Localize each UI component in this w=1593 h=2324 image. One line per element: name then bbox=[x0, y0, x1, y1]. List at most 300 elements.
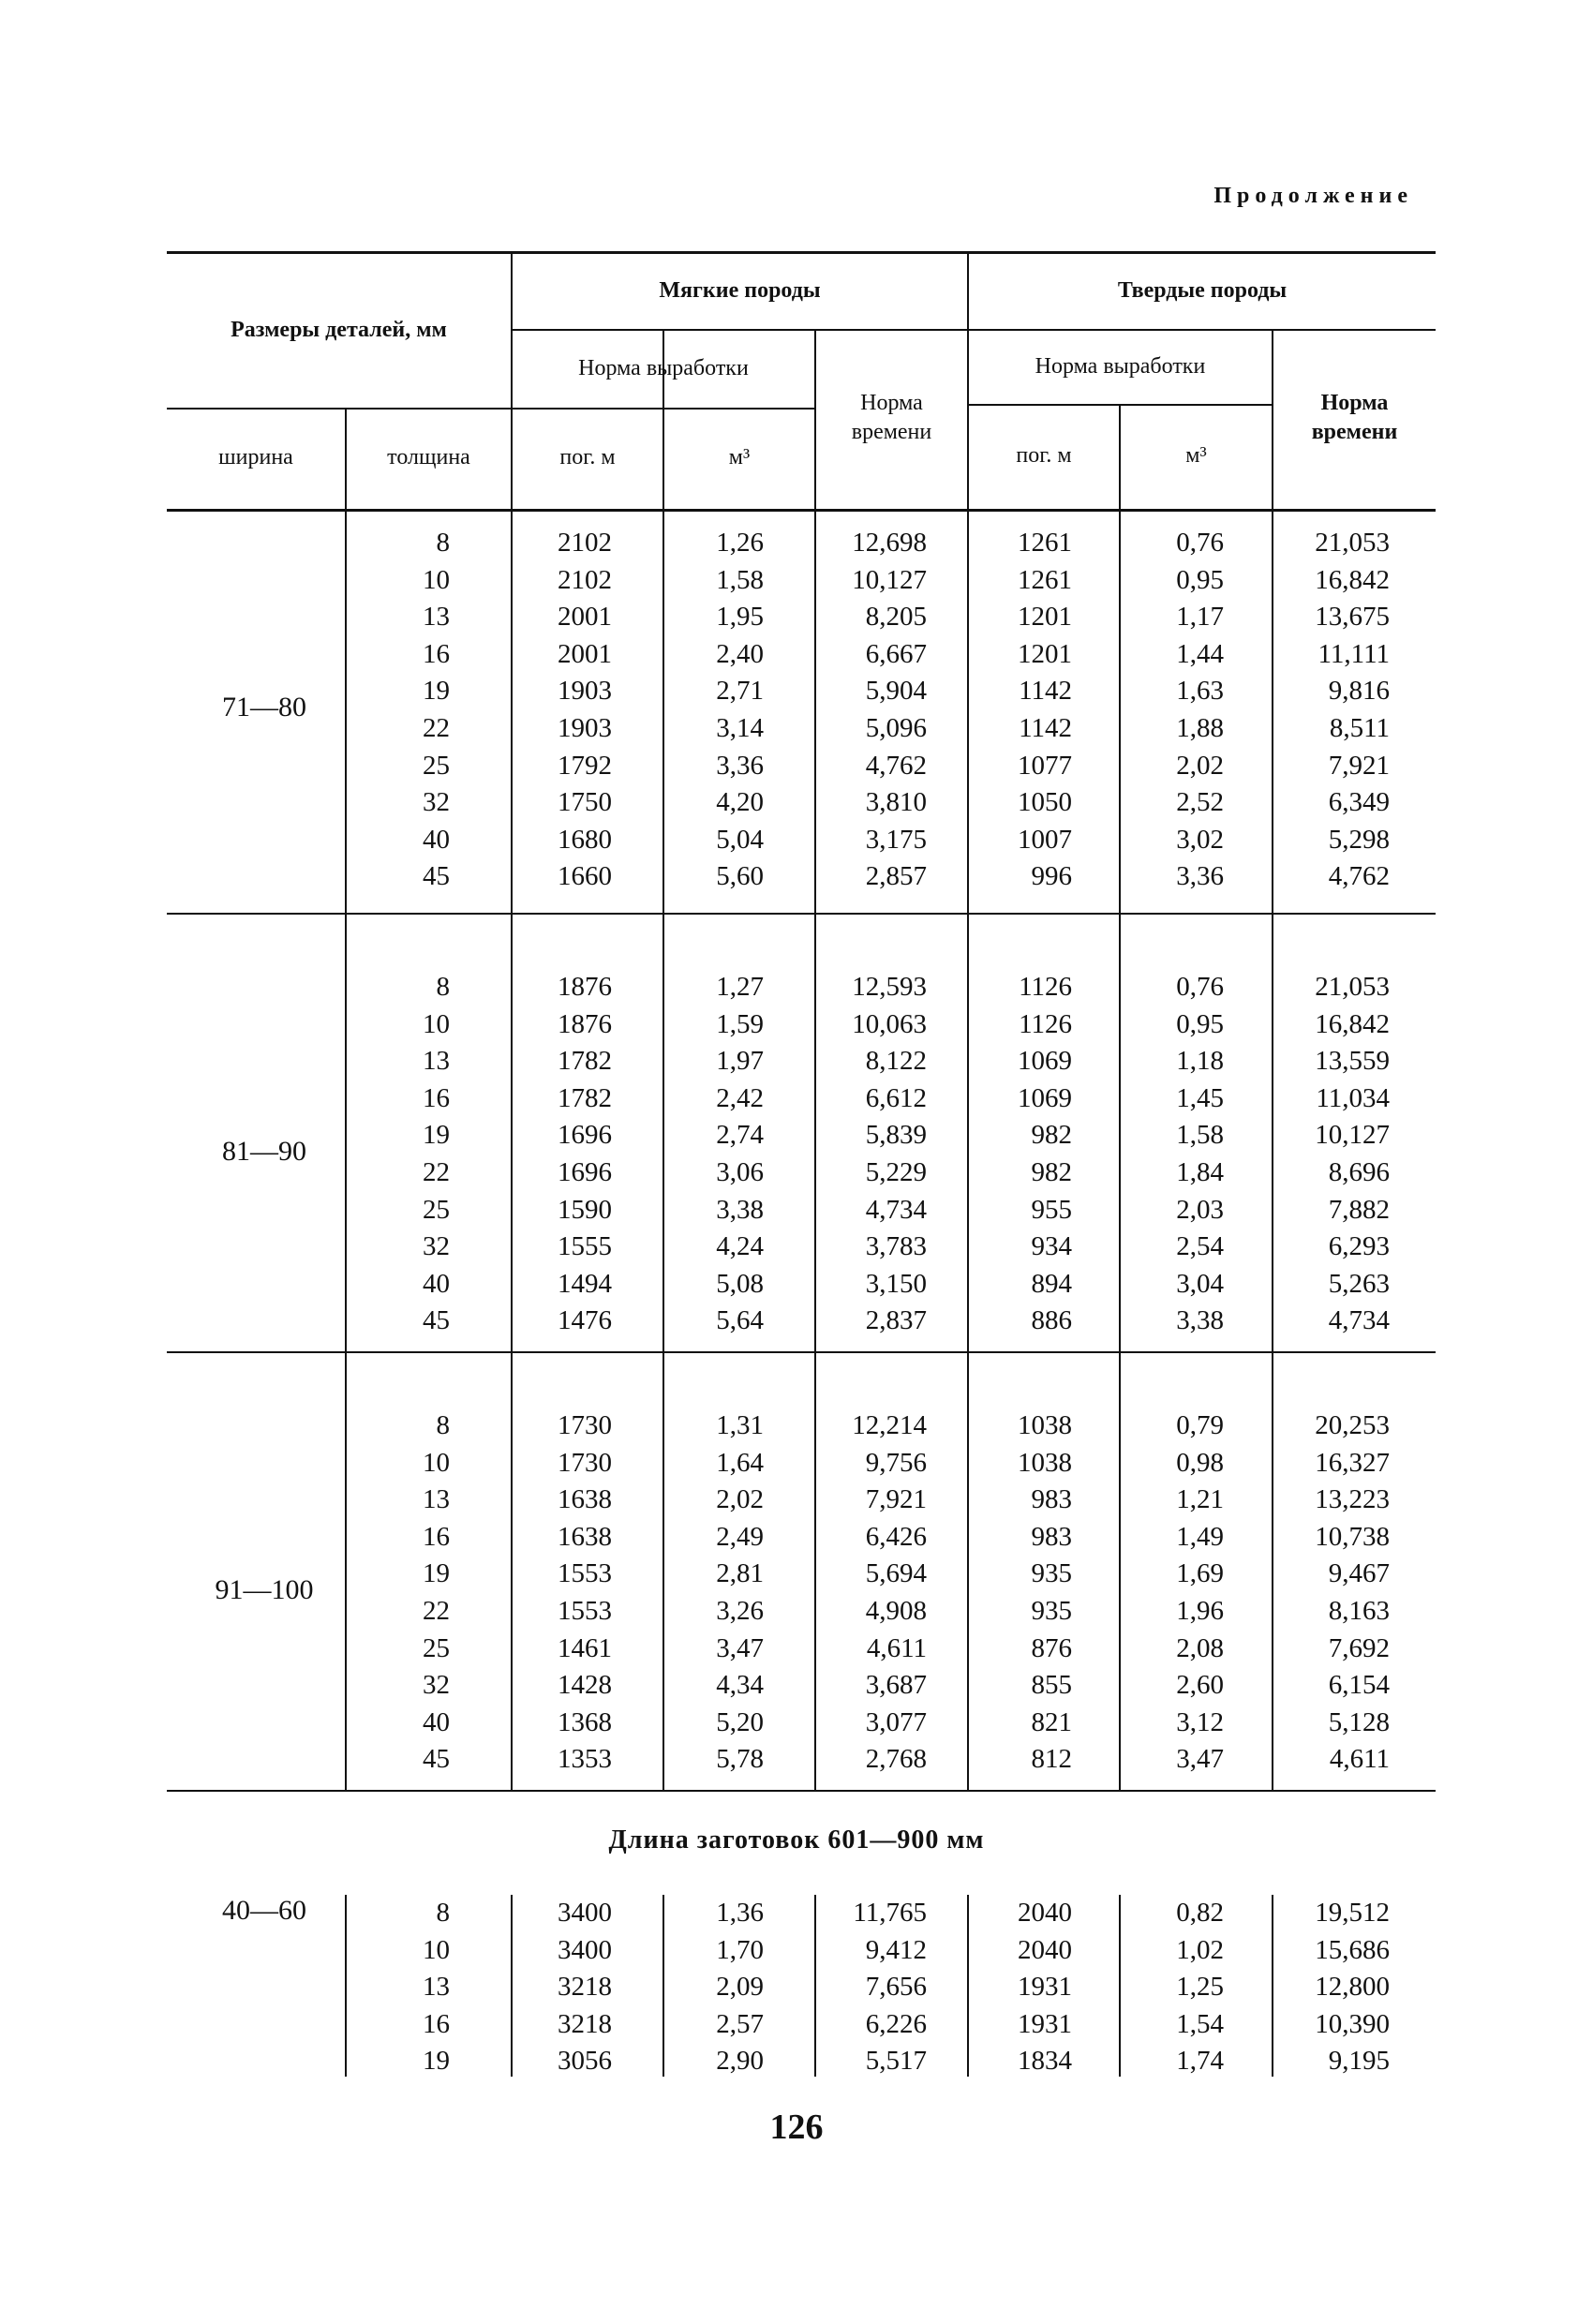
cell-soft-running-m: 1730 bbox=[558, 1410, 612, 1440]
cell-hard-running-m: 935 bbox=[1031, 1558, 1072, 1589]
width-range-label: 40—60 bbox=[222, 1895, 306, 1926]
table-row bbox=[167, 1192, 1436, 1229]
cell-soft-m3: 1,31 bbox=[716, 1410, 764, 1440]
cell-soft-running-m: 1782 bbox=[558, 1082, 612, 1113]
cell-soft-time-norm: 9,412 bbox=[865, 1934, 927, 1965]
cell-thickness: 13 bbox=[423, 1972, 450, 2003]
cell-hard-m3: 1,69 bbox=[1176, 1558, 1224, 1589]
cell-soft-time-norm: 8,205 bbox=[865, 602, 927, 633]
cell-soft-time-norm: 5,904 bbox=[865, 676, 927, 707]
cell-hard-time-norm: 10,738 bbox=[1315, 1521, 1390, 1552]
header-soft-output-norm: Норма выработки bbox=[578, 356, 749, 381]
cell-thickness: 32 bbox=[423, 1670, 450, 1701]
cell-soft-m3: 2,49 bbox=[716, 1521, 764, 1552]
cell-soft-time-norm: 2,768 bbox=[865, 1744, 927, 1775]
cell-hard-running-m: 1201 bbox=[1018, 638, 1072, 669]
cell-soft-m3: 4,34 bbox=[716, 1670, 764, 1701]
cell-thickness: 40 bbox=[423, 1268, 450, 1299]
table-row bbox=[167, 1080, 1436, 1117]
cell-thickness: 8 bbox=[436, 528, 450, 558]
cell-soft-time-norm: 2,857 bbox=[865, 861, 927, 892]
cell-thickness: 10 bbox=[423, 1008, 450, 1039]
cell-hard-time-norm: 8,163 bbox=[1328, 1596, 1390, 1626]
cell-hard-m3: 3,47 bbox=[1176, 1744, 1224, 1775]
cell-soft-time-norm: 6,667 bbox=[865, 638, 927, 669]
cell-soft-m3: 4,20 bbox=[716, 787, 764, 818]
cell-soft-time-norm: 3,783 bbox=[865, 1231, 927, 1262]
cell-thickness: 40 bbox=[423, 1706, 450, 1737]
cell-hard-m3: 0,79 bbox=[1176, 1410, 1224, 1440]
cell-soft-m3: 1,26 bbox=[716, 528, 764, 558]
cell-soft-time-norm: 5,229 bbox=[865, 1157, 927, 1187]
table-group bbox=[167, 915, 1436, 1353]
cell-hard-running-m: 982 bbox=[1031, 1120, 1072, 1151]
header-thickness: толщина bbox=[387, 444, 470, 469]
cell-soft-running-m: 1476 bbox=[558, 1305, 612, 1336]
table-row bbox=[167, 1631, 1436, 1667]
cell-hard-time-norm: 7,882 bbox=[1328, 1194, 1390, 1225]
cell-hard-time-norm: 8,696 bbox=[1328, 1157, 1390, 1187]
cell-soft-running-m: 1638 bbox=[558, 1484, 612, 1515]
cell-soft-time-norm: 4,762 bbox=[865, 750, 927, 781]
cell-soft-time-norm: 3,077 bbox=[865, 1706, 927, 1737]
cell-thickness: 45 bbox=[423, 1305, 450, 1336]
cell-soft-time-norm: 8,122 bbox=[865, 1046, 927, 1077]
cell-soft-running-m: 1782 bbox=[558, 1046, 612, 1077]
cell-hard-running-m: 894 bbox=[1031, 1268, 1072, 1299]
cell-hard-time-norm: 5,263 bbox=[1328, 1268, 1390, 1299]
cell-hard-time-norm: 13,223 bbox=[1315, 1484, 1390, 1515]
cell-soft-running-m: 2102 bbox=[558, 564, 612, 595]
cell-thickness: 45 bbox=[423, 1744, 450, 1775]
cell-thickness: 22 bbox=[423, 1157, 450, 1187]
cell-thickness: 25 bbox=[423, 1632, 450, 1663]
table-row bbox=[167, 1117, 1436, 1154]
cell-hard-running-m: 982 bbox=[1031, 1157, 1072, 1187]
cell-soft-running-m: 1750 bbox=[558, 787, 612, 818]
cell-hard-running-m: 2040 bbox=[1018, 1898, 1072, 1928]
cell-thickness: 13 bbox=[423, 1046, 450, 1077]
cell-soft-m3: 3,06 bbox=[716, 1157, 764, 1187]
cell-soft-running-m: 3400 bbox=[558, 1898, 612, 1928]
cell-soft-time-norm: 9,756 bbox=[865, 1447, 927, 1478]
section-title: Длина заготовок 601—900 мм bbox=[608, 1825, 985, 1855]
header-soft-time-norm: Норма времени bbox=[851, 390, 932, 444]
cell-thickness: 32 bbox=[423, 787, 450, 818]
cell-thickness: 16 bbox=[423, 638, 450, 669]
cell-soft-running-m: 1730 bbox=[558, 1447, 612, 1478]
cell-hard-m3: 2,02 bbox=[1176, 750, 1224, 781]
cell-hard-m3: 0,95 bbox=[1176, 564, 1224, 595]
header-soft-m3: м³ bbox=[728, 444, 751, 469]
cell-hard-m3: 2,54 bbox=[1176, 1231, 1224, 1262]
cell-hard-m3: 3,36 bbox=[1176, 861, 1224, 892]
cell-soft-running-m: 1903 bbox=[558, 713, 612, 743]
table-row bbox=[167, 748, 1436, 784]
cell-hard-running-m: 1261 bbox=[1018, 564, 1072, 595]
cell-hard-time-norm: 13,559 bbox=[1315, 1046, 1390, 1077]
cell-soft-running-m: 1553 bbox=[558, 1558, 612, 1589]
cell-soft-m3: 1,36 bbox=[716, 1898, 764, 1928]
cell-soft-time-norm: 12,593 bbox=[852, 972, 927, 1002]
table-group bbox=[167, 1353, 1436, 1792]
cell-hard-running-m: 1931 bbox=[1018, 2008, 1072, 2039]
cell-hard-time-norm: 4,762 bbox=[1328, 861, 1390, 892]
cell-hard-running-m: 1038 bbox=[1018, 1447, 1072, 1478]
cell-soft-m3: 3,36 bbox=[716, 750, 764, 781]
table-row bbox=[167, 1556, 1436, 1592]
cell-hard-time-norm: 6,293 bbox=[1328, 1231, 1390, 1262]
cell-hard-running-m: 1931 bbox=[1018, 1972, 1072, 2003]
cell-soft-time-norm: 6,426 bbox=[865, 1521, 927, 1552]
cell-hard-time-norm: 16,842 bbox=[1315, 1008, 1390, 1039]
cell-hard-running-m: 1126 bbox=[1019, 1008, 1072, 1039]
cell-thickness: 45 bbox=[423, 861, 450, 892]
cell-soft-running-m: 2001 bbox=[558, 602, 612, 633]
cell-hard-m3: 3,12 bbox=[1176, 1706, 1224, 1737]
table-row bbox=[167, 1303, 1436, 1339]
table-row bbox=[167, 673, 1436, 709]
cell-soft-time-norm: 3,175 bbox=[865, 824, 927, 855]
cell-hard-time-norm: 16,842 bbox=[1315, 564, 1390, 595]
cell-soft-running-m: 1876 bbox=[558, 972, 612, 1002]
cell-soft-m3: 1,95 bbox=[716, 602, 764, 633]
cell-soft-m3: 3,38 bbox=[716, 1194, 764, 1225]
cell-hard-running-m: 886 bbox=[1031, 1305, 1072, 1336]
width-range-label: 81—90 bbox=[222, 1136, 306, 1168]
cell-thickness: 13 bbox=[423, 602, 450, 633]
table-row bbox=[167, 1895, 1436, 1931]
cell-hard-m3: 1,74 bbox=[1176, 2046, 1224, 2077]
cell-hard-time-norm: 12,800 bbox=[1315, 1972, 1390, 2003]
cell-hard-time-norm: 4,734 bbox=[1328, 1305, 1390, 1336]
cell-hard-m3: 1,58 bbox=[1176, 1120, 1224, 1151]
cell-hard-time-norm: 13,675 bbox=[1315, 602, 1390, 633]
cell-hard-m3: 2,60 bbox=[1176, 1670, 1224, 1701]
header-hard-time-norm: Норма времени bbox=[1311, 390, 1398, 444]
cell-soft-time-norm: 5,517 bbox=[865, 2046, 927, 2077]
cell-hard-running-m: 1834 bbox=[1018, 2046, 1072, 2077]
cell-soft-running-m: 1638 bbox=[558, 1521, 612, 1552]
cell-soft-time-norm: 2,837 bbox=[865, 1305, 927, 1336]
cell-hard-m3: 3,02 bbox=[1176, 824, 1224, 855]
cell-soft-time-norm: 10,127 bbox=[852, 564, 927, 595]
width-range-label: 91—100 bbox=[215, 1574, 314, 1606]
cell-hard-m3: 2,08 bbox=[1176, 1632, 1224, 1663]
cell-hard-time-norm: 20,253 bbox=[1315, 1410, 1390, 1440]
cell-soft-m3: 2,74 bbox=[716, 1120, 764, 1151]
cell-hard-time-norm: 21,053 bbox=[1315, 528, 1390, 558]
cell-thickness: 25 bbox=[423, 1194, 450, 1225]
cell-hard-running-m: 821 bbox=[1031, 1706, 1072, 1737]
cell-hard-m3: 2,52 bbox=[1176, 787, 1224, 818]
cell-thickness: 40 bbox=[423, 824, 450, 855]
cell-soft-running-m: 2001 bbox=[558, 638, 612, 669]
cell-thickness: 19 bbox=[423, 1120, 450, 1151]
cell-thickness: 16 bbox=[423, 1082, 450, 1113]
cell-hard-running-m: 1142 bbox=[1019, 713, 1072, 743]
cell-hard-m3: 1,21 bbox=[1176, 1484, 1224, 1515]
cell-soft-time-norm: 4,611 bbox=[866, 1632, 927, 1663]
cell-thickness: 19 bbox=[423, 676, 450, 707]
cell-soft-time-norm: 3,150 bbox=[865, 1268, 927, 1299]
table-row bbox=[167, 1229, 1436, 1265]
cell-hard-m3: 1,63 bbox=[1176, 676, 1224, 707]
cell-hard-time-norm: 4,611 bbox=[1329, 1744, 1390, 1775]
table-row bbox=[167, 1741, 1436, 1778]
cell-hard-time-norm: 11,034 bbox=[1316, 1082, 1390, 1113]
cell-soft-running-m: 2102 bbox=[558, 528, 612, 558]
cell-hard-running-m: 996 bbox=[1031, 861, 1072, 892]
table-row bbox=[167, 1445, 1436, 1482]
table-row bbox=[167, 1667, 1436, 1704]
table-row bbox=[167, 784, 1436, 821]
cell-thickness: 22 bbox=[423, 1596, 450, 1626]
table-row bbox=[167, 1969, 1436, 2005]
cell-soft-time-norm: 5,694 bbox=[865, 1558, 927, 1589]
cell-soft-running-m: 1353 bbox=[558, 1744, 612, 1775]
cell-soft-running-m: 1792 bbox=[558, 750, 612, 781]
page-number: 126 bbox=[769, 2108, 824, 2147]
cell-hard-m3: 1,18 bbox=[1176, 1046, 1224, 1077]
cell-hard-time-norm: 5,298 bbox=[1328, 824, 1390, 855]
cell-soft-m3: 1,58 bbox=[716, 564, 764, 595]
cell-thickness: 32 bbox=[423, 1231, 450, 1262]
cell-hard-running-m: 983 bbox=[1031, 1484, 1072, 1515]
cell-thickness: 22 bbox=[423, 713, 450, 743]
table-row bbox=[167, 1006, 1436, 1043]
table-row bbox=[167, 1593, 1436, 1630]
cell-soft-m3: 1,70 bbox=[716, 1934, 764, 1965]
cell-hard-running-m: 1050 bbox=[1018, 787, 1072, 818]
cell-soft-m3: 2,81 bbox=[716, 1558, 764, 1589]
cell-soft-m3: 3,14 bbox=[716, 713, 764, 743]
table-row bbox=[167, 1482, 1436, 1518]
cell-hard-time-norm: 10,127 bbox=[1315, 1120, 1390, 1151]
cell-thickness: 19 bbox=[423, 1558, 450, 1589]
cell-hard-time-norm: 5,128 bbox=[1328, 1706, 1390, 1737]
cell-thickness: 16 bbox=[423, 2008, 450, 2039]
cell-thickness: 10 bbox=[423, 1447, 450, 1478]
cell-soft-time-norm: 7,656 bbox=[865, 1972, 927, 2003]
table-row bbox=[167, 1705, 1436, 1741]
cell-soft-m3: 2,42 bbox=[716, 1082, 764, 1113]
cell-hard-m3: 0,76 bbox=[1176, 528, 1224, 558]
table-row bbox=[167, 1408, 1436, 1444]
cell-soft-m3: 2,71 bbox=[716, 676, 764, 707]
cell-thickness: 8 bbox=[436, 1410, 450, 1440]
cell-soft-time-norm: 11,765 bbox=[853, 1898, 927, 1928]
cell-thickness: 13 bbox=[423, 1484, 450, 1515]
table-group bbox=[167, 506, 1436, 915]
cell-soft-m3: 1,59 bbox=[716, 1008, 764, 1039]
cell-thickness: 19 bbox=[423, 2046, 450, 2077]
cell-soft-running-m: 1368 bbox=[558, 1706, 612, 1737]
cell-hard-running-m: 983 bbox=[1031, 1521, 1072, 1552]
cell-hard-running-m: 934 bbox=[1031, 1231, 1072, 1262]
header-hard-running-m: пог. м bbox=[1016, 442, 1072, 468]
cell-hard-running-m: 2040 bbox=[1018, 1934, 1072, 1965]
table-row bbox=[167, 2006, 1436, 2043]
cell-soft-m3: 2,90 bbox=[716, 2046, 764, 2077]
table-row bbox=[167, 562, 1436, 599]
cell-hard-running-m: 1142 bbox=[1019, 676, 1072, 707]
cell-soft-time-norm: 3,687 bbox=[865, 1670, 927, 1701]
cell-soft-m3: 5,04 bbox=[716, 824, 764, 855]
cell-hard-m3: 1,45 bbox=[1176, 1082, 1224, 1113]
cell-soft-m3: 5,08 bbox=[716, 1268, 764, 1299]
table-row bbox=[167, 525, 1436, 561]
cell-soft-time-norm: 5,096 bbox=[865, 713, 927, 743]
cell-thickness: 25 bbox=[423, 750, 450, 781]
table-row bbox=[167, 636, 1436, 673]
cell-soft-m3: 3,26 bbox=[716, 1596, 764, 1626]
cell-hard-m3: 2,03 bbox=[1176, 1194, 1224, 1225]
cell-hard-m3: 1,54 bbox=[1176, 2008, 1224, 2039]
table-row bbox=[167, 1155, 1436, 1191]
cell-soft-time-norm: 7,921 bbox=[865, 1484, 927, 1515]
cell-thickness: 10 bbox=[423, 564, 450, 595]
cell-hard-m3: 0,95 bbox=[1176, 1008, 1224, 1039]
cell-hard-time-norm: 9,816 bbox=[1328, 676, 1390, 707]
cell-soft-time-norm: 3,810 bbox=[865, 787, 927, 818]
cell-soft-time-norm: 12,214 bbox=[852, 1410, 927, 1440]
cell-hard-m3: 0,98 bbox=[1176, 1447, 1224, 1478]
cell-hard-running-m: 1007 bbox=[1018, 824, 1072, 855]
cell-soft-time-norm: 4,734 bbox=[865, 1194, 927, 1225]
cell-soft-time-norm: 5,839 bbox=[865, 1120, 927, 1151]
cell-soft-m3: 2,09 bbox=[716, 1972, 764, 2003]
cell-hard-m3: 1,84 bbox=[1176, 1157, 1224, 1187]
cell-soft-running-m: 3400 bbox=[558, 1934, 612, 1965]
cell-soft-running-m: 1680 bbox=[558, 824, 612, 855]
table-group bbox=[167, 1876, 1436, 2077]
cell-hard-running-m: 1069 bbox=[1018, 1082, 1072, 1113]
cell-hard-running-m: 935 bbox=[1031, 1596, 1072, 1626]
table-row bbox=[167, 2043, 1436, 2079]
cell-hard-m3: 3,04 bbox=[1176, 1268, 1224, 1299]
cell-thickness: 10 bbox=[423, 1934, 450, 1965]
cell-soft-m3: 5,60 bbox=[716, 861, 764, 892]
header-hard-species: Твердые породы bbox=[1117, 278, 1288, 304]
cell-hard-running-m: 1126 bbox=[1019, 972, 1072, 1002]
cell-thickness: 16 bbox=[423, 1521, 450, 1552]
cell-hard-time-norm: 7,692 bbox=[1328, 1632, 1390, 1663]
cell-hard-m3: 0,76 bbox=[1176, 972, 1224, 1002]
cell-hard-m3: 1,02 bbox=[1176, 1934, 1224, 1965]
cell-hard-time-norm: 9,195 bbox=[1328, 2046, 1390, 2077]
table-row bbox=[167, 1932, 1436, 1969]
cell-soft-running-m: 1696 bbox=[558, 1120, 612, 1151]
header-soft-species: Мягкие породы bbox=[659, 278, 821, 304]
cell-soft-running-m: 1876 bbox=[558, 1008, 612, 1039]
cell-soft-running-m: 1494 bbox=[558, 1268, 612, 1299]
cell-hard-m3: 1,49 bbox=[1176, 1521, 1224, 1552]
cell-hard-running-m: 876 bbox=[1031, 1632, 1072, 1663]
cell-hard-time-norm: 15,686 bbox=[1315, 1934, 1390, 1965]
cell-hard-m3: 3,38 bbox=[1176, 1305, 1224, 1336]
cell-hard-time-norm: 6,154 bbox=[1328, 1670, 1390, 1701]
cell-hard-running-m: 1261 bbox=[1018, 528, 1072, 558]
cell-soft-running-m: 1696 bbox=[558, 1157, 612, 1187]
cell-hard-time-norm: 7,921 bbox=[1328, 750, 1390, 781]
cell-soft-running-m: 3056 bbox=[558, 2046, 612, 2077]
group-separator bbox=[167, 1790, 1436, 1792]
cell-soft-running-m: 3218 bbox=[558, 2008, 612, 2039]
cell-hard-running-m: 1069 bbox=[1018, 1046, 1072, 1077]
cell-hard-time-norm: 10,390 bbox=[1315, 2008, 1390, 2039]
cell-soft-running-m: 1555 bbox=[558, 1231, 612, 1262]
table-row bbox=[167, 822, 1436, 858]
cell-soft-m3: 1,27 bbox=[716, 972, 764, 1002]
cell-hard-time-norm: 11,111 bbox=[1318, 638, 1390, 669]
cell-soft-m3: 1,64 bbox=[716, 1447, 764, 1478]
cell-hard-m3: 0,82 bbox=[1176, 1898, 1224, 1928]
table-row bbox=[167, 1519, 1436, 1556]
cell-hard-m3: 1,25 bbox=[1176, 1972, 1224, 2003]
cell-hard-running-m: 812 bbox=[1031, 1744, 1072, 1775]
cell-soft-time-norm: 4,908 bbox=[865, 1596, 927, 1626]
cell-hard-m3: 1,17 bbox=[1176, 602, 1224, 633]
cell-soft-running-m: 1660 bbox=[558, 861, 612, 892]
cell-hard-m3: 1,96 bbox=[1176, 1596, 1224, 1626]
cell-soft-running-m: 1903 bbox=[558, 676, 612, 707]
cell-soft-running-m: 1461 bbox=[558, 1632, 612, 1663]
cell-thickness: 8 bbox=[436, 1898, 450, 1928]
header-hard-output-norm: Норма выработки bbox=[1035, 354, 1206, 380]
header-details: Размеры деталей, мм bbox=[231, 318, 447, 343]
cell-soft-time-norm: 6,226 bbox=[865, 2008, 927, 2039]
width-range-label: 71—80 bbox=[222, 692, 306, 723]
table-row bbox=[167, 858, 1436, 895]
cell-hard-time-norm: 9,467 bbox=[1328, 1558, 1390, 1589]
cell-soft-time-norm: 12,698 bbox=[852, 528, 927, 558]
table-row bbox=[167, 1043, 1436, 1080]
cell-hard-time-norm: 6,349 bbox=[1328, 787, 1390, 818]
cell-soft-m3: 5,64 bbox=[716, 1305, 764, 1336]
page-continuation-label: Продолжение bbox=[1213, 184, 1413, 208]
cell-soft-m3: 5,20 bbox=[716, 1706, 764, 1737]
table-header bbox=[167, 251, 1436, 512]
cell-soft-m3: 5,78 bbox=[716, 1744, 764, 1775]
cell-hard-time-norm: 19,512 bbox=[1315, 1898, 1390, 1928]
cell-soft-running-m: 3218 bbox=[558, 1972, 612, 2003]
cell-hard-time-norm: 16,327 bbox=[1315, 1447, 1390, 1478]
cell-soft-m3: 2,57 bbox=[716, 2008, 764, 2039]
cell-hard-running-m: 1038 bbox=[1018, 1410, 1072, 1440]
cell-soft-m3: 4,24 bbox=[716, 1231, 764, 1262]
cell-hard-time-norm: 21,053 bbox=[1315, 972, 1390, 1002]
cell-hard-running-m: 1077 bbox=[1018, 750, 1072, 781]
cell-hard-running-m: 1201 bbox=[1018, 602, 1072, 633]
cell-soft-m3: 2,40 bbox=[716, 638, 764, 669]
table-row bbox=[167, 599, 1436, 635]
table-row bbox=[167, 710, 1436, 747]
header-width: ширина bbox=[218, 444, 293, 469]
cell-hard-running-m: 855 bbox=[1031, 1670, 1072, 1701]
cell-soft-m3: 1,97 bbox=[716, 1046, 764, 1077]
cell-hard-time-norm: 8,511 bbox=[1329, 713, 1390, 743]
cell-hard-m3: 1,88 bbox=[1176, 713, 1224, 743]
cell-hard-m3: 1,44 bbox=[1176, 638, 1224, 669]
cell-soft-running-m: 1590 bbox=[558, 1194, 612, 1225]
cell-thickness: 8 bbox=[436, 972, 450, 1002]
cell-hard-running-m: 955 bbox=[1031, 1194, 1072, 1225]
cell-soft-running-m: 1428 bbox=[558, 1670, 612, 1701]
table-row bbox=[167, 1266, 1436, 1303]
cell-soft-time-norm: 6,612 bbox=[865, 1082, 927, 1113]
table-row bbox=[167, 969, 1436, 1006]
